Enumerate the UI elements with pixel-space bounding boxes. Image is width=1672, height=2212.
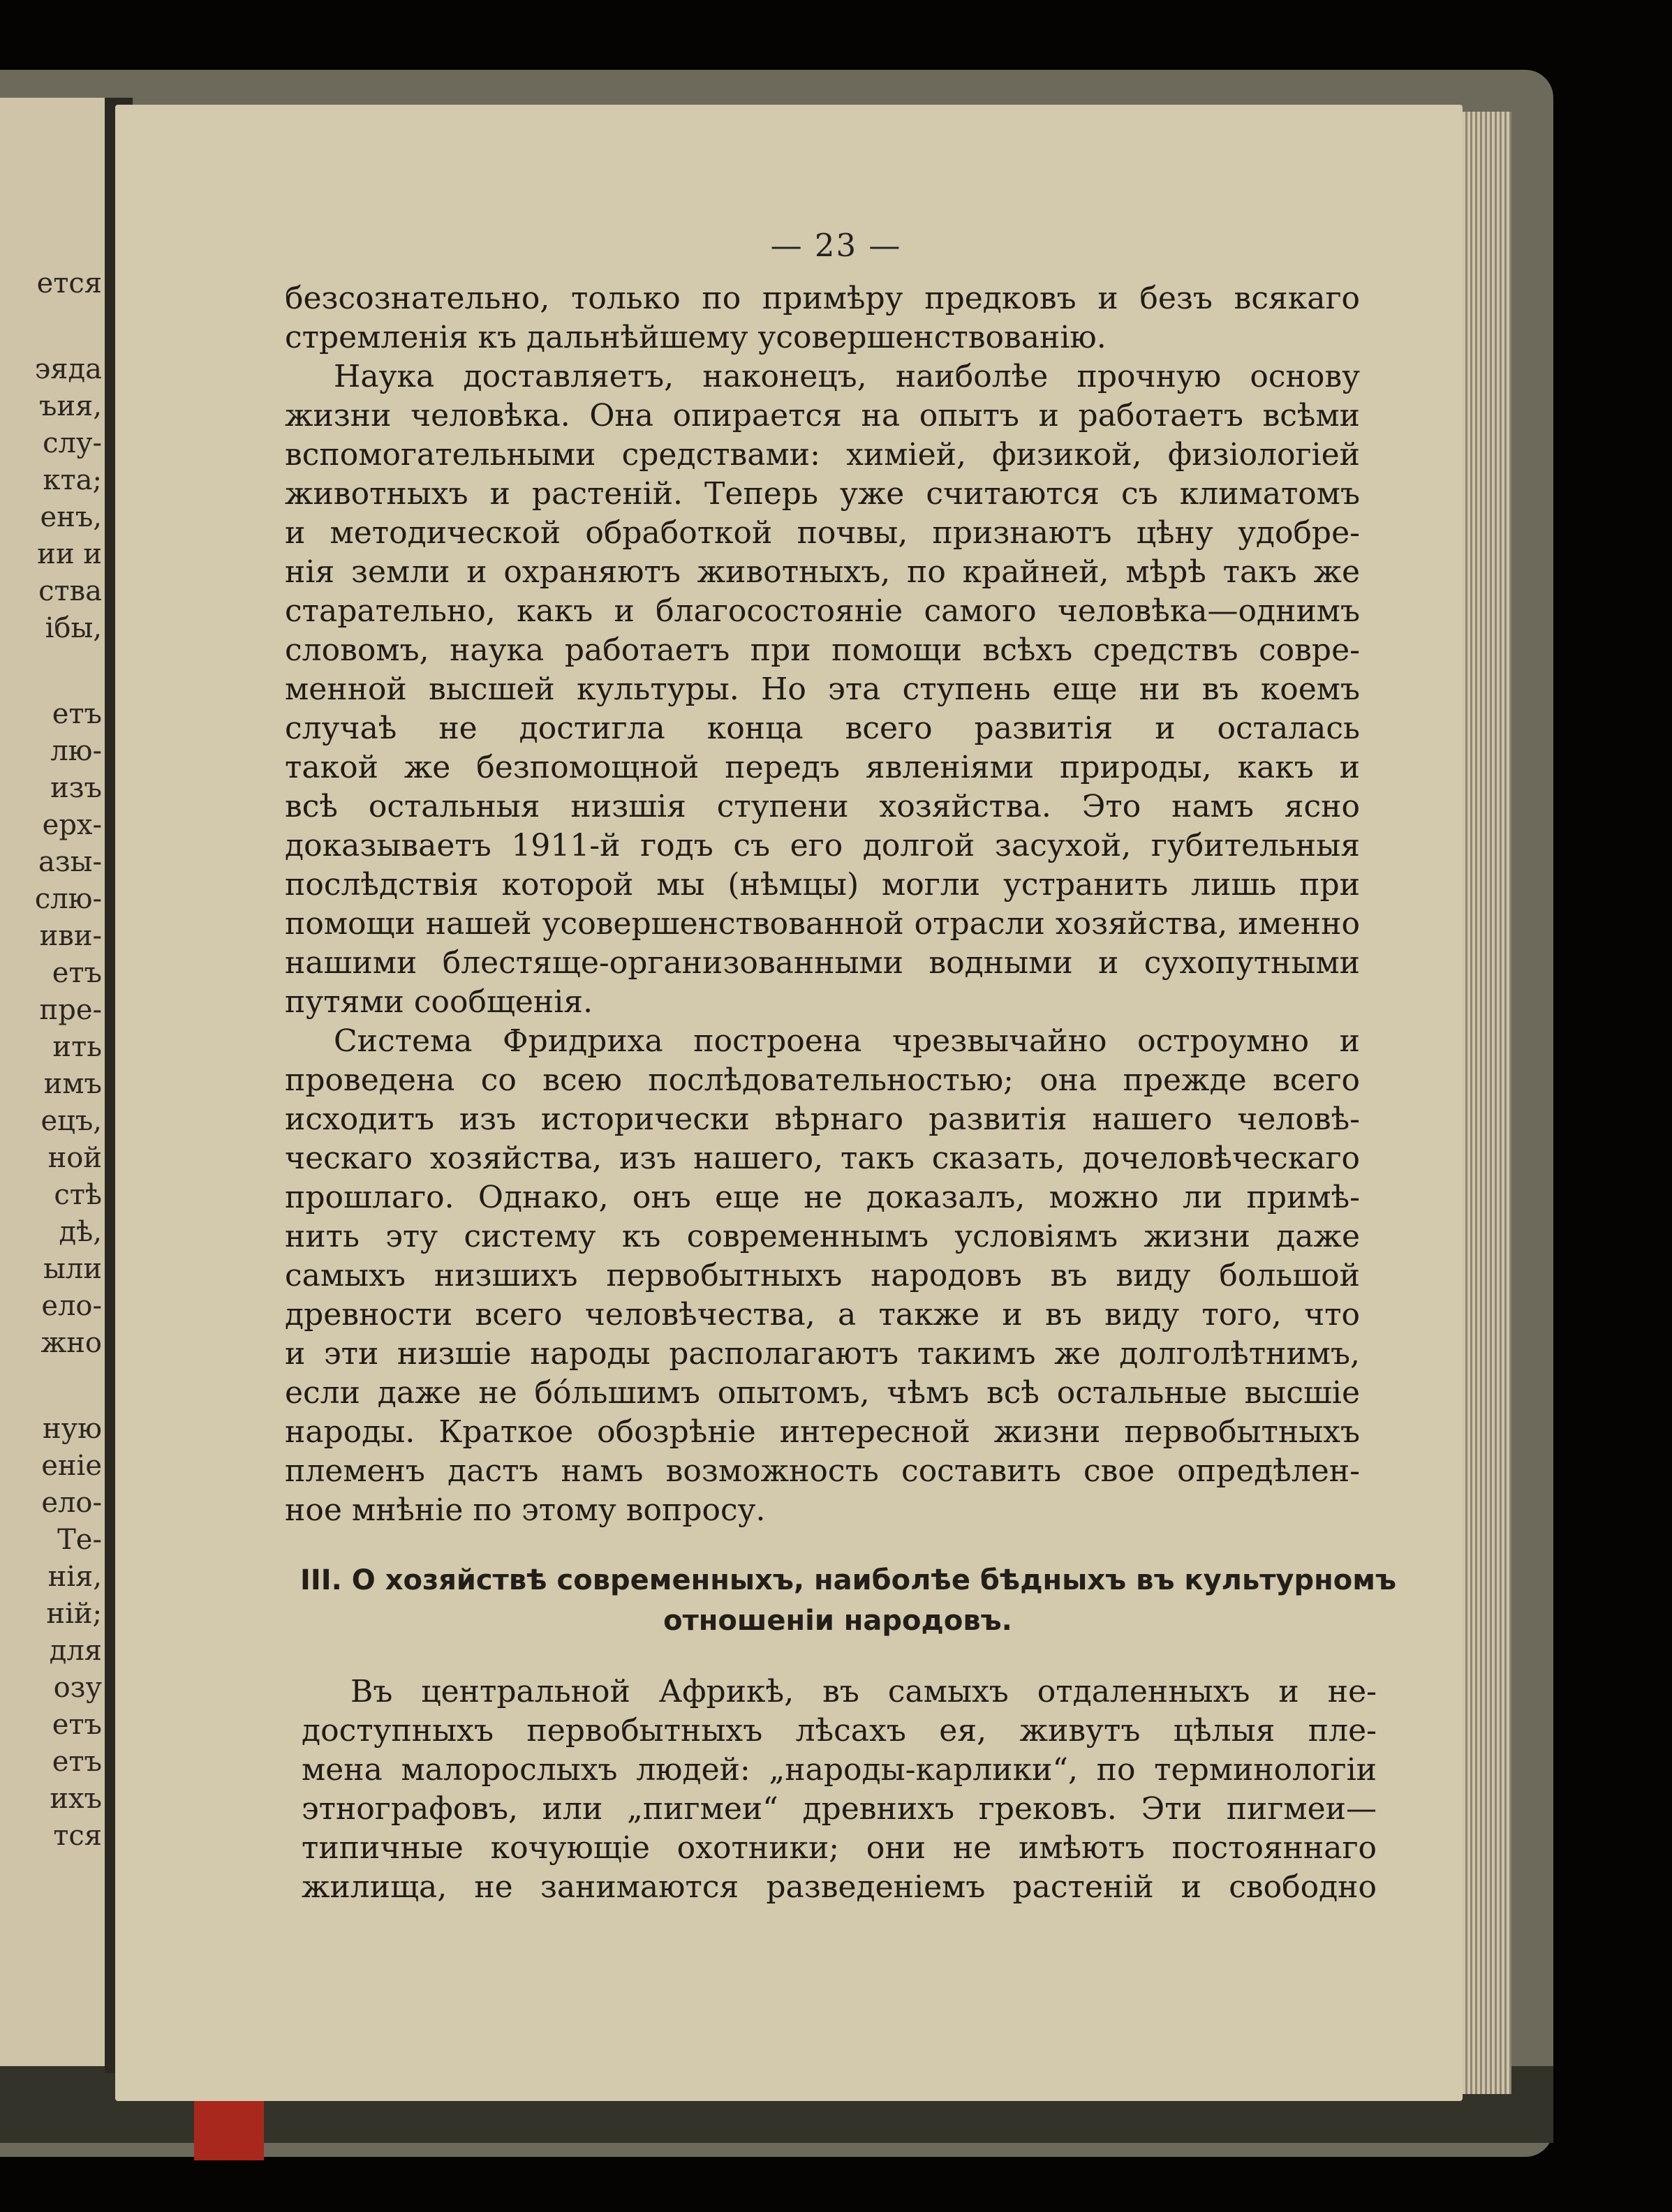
left-page-line: еніе xyxy=(41,1450,102,1482)
left-page-line: Те- xyxy=(57,1524,102,1556)
text-line: племенъ дастъ намъ возможность составить свое опредѣлен- xyxy=(285,1453,1360,1489)
text-line: путями сообщенія. xyxy=(285,984,593,1020)
left-page-line: ной xyxy=(47,1142,102,1174)
text-line: доказываетъ 1911-й годъ съ его долгой засухой, губительныя xyxy=(285,828,1360,863)
page-number: — 23 — xyxy=(770,227,902,264)
left-page-line: ется xyxy=(36,267,102,299)
text-line: всѣ остальныя низшія ступени хозяйства. Это намъ ясно xyxy=(285,789,1360,824)
left-page-line: нія, xyxy=(47,1561,102,1593)
paragraph-1 xyxy=(285,279,1360,357)
section-text xyxy=(302,1672,1377,1907)
left-page-line: етъ xyxy=(52,1709,102,1741)
text-line: жизни человѣка. Она опирается на опытъ и работаетъ всѣми xyxy=(285,398,1360,433)
left-page-line: етъ xyxy=(52,1746,102,1778)
paragraph-2 xyxy=(285,357,1360,1022)
text-line: самыхъ низшихъ первобытныхъ народовъ въ виду большой xyxy=(285,1258,1360,1293)
left-page-line: кта; xyxy=(43,464,102,496)
left-page-line: пре- xyxy=(39,994,102,1026)
text-line: помощи нашей усовершенствованной отрасли хозяйства, именно xyxy=(285,906,1360,942)
left-page-line: ную xyxy=(42,1413,102,1445)
page-edges xyxy=(1463,112,1511,2094)
heading-line-1: III. О хозяйствѣ современныхъ, наиболѣе бѣдныхъ въ культурномъ xyxy=(300,1564,1396,1596)
text-line: этнографовъ, или „пигмеи“ древнихъ грековъ. Эти пигмеи— xyxy=(302,1791,1377,1827)
left-page-line: иви- xyxy=(39,920,102,952)
text-line: менной высшей культуры. Но эта ступень еще ни въ коемъ xyxy=(285,671,1360,707)
text-line: такой же безпомощной передъ явленіями природы, какъ и xyxy=(285,750,1360,785)
left-page-line: азы- xyxy=(38,846,102,878)
text-line: народы. Краткое обозрѣніе интересной жизни первобытныхъ xyxy=(285,1414,1360,1450)
text-line: Въ центральной Африкѣ, въ самыхъ отдаленныхъ и не- xyxy=(350,1674,1377,1709)
text-line: если даже не бо́льшимъ опытомъ, чѣмъ всѣ остальные высшіе xyxy=(285,1375,1360,1411)
text-line: и методической обработкой почвы, признаютъ цѣну удобре- xyxy=(285,515,1360,551)
paragraph-4 xyxy=(302,1672,1377,1907)
text-line: типичные кочующіе охотники; они не имѣютъ постояннаго xyxy=(302,1830,1377,1866)
left-page-line: жно xyxy=(40,1327,102,1359)
paragraph-3 xyxy=(285,1022,1360,1530)
left-page-line: ело- xyxy=(41,1290,102,1322)
left-page-line: озу xyxy=(53,1672,102,1704)
text-line: нія земли и охраняютъ животныхъ, по крайней, мѣрѣ такъ же xyxy=(285,554,1360,590)
text-line: случаѣ не достигла конца всего развитія и осталась xyxy=(285,711,1360,746)
left-page-line: тся xyxy=(53,1820,102,1852)
text-line: ческаго хозяйства, изъ нашего, такъ сказать, дочеловѣческаго xyxy=(285,1141,1360,1176)
left-page-line: ъия, xyxy=(38,390,102,422)
text-line: Система Фридриха построена чрезвычайно остроумно и xyxy=(334,1023,1360,1059)
left-page-line: лю- xyxy=(50,735,102,767)
left-page-line: изъ xyxy=(50,772,102,804)
section-heading xyxy=(300,1560,1396,1641)
text-line: мена малорослыхъ людей: „народы-карлики“, по терминологіи xyxy=(302,1752,1377,1788)
text-line: послѣдствія которой мы (нѣмцы) могли устранить лишь при xyxy=(285,867,1360,903)
left-page-line: ить xyxy=(52,1031,102,1063)
text-line: древности всего человѣчества, а также и въ виду того, что xyxy=(285,1297,1360,1333)
left-page-line: ело- xyxy=(41,1487,102,1519)
text-line: Наука доставляетъ, наконецъ, наиболѣе прочную основу xyxy=(334,359,1360,394)
red-page-edge xyxy=(194,2098,264,2160)
left-page-line: эяда xyxy=(34,353,102,385)
text-line: нашими блестяще-организованными водными и сухопутными xyxy=(285,945,1360,981)
text-line: прошлаго. Однако, онъ еще не доказалъ, можно ли примѣ- xyxy=(285,1180,1360,1215)
text-line: животныхъ и растеній. Теперь уже считаются съ климатомъ xyxy=(285,476,1360,512)
left-page-line: етъ xyxy=(52,698,102,730)
left-page-line: для xyxy=(49,1635,102,1667)
left-page-line: стѣ xyxy=(54,1179,102,1211)
text-line: стремленія къ дальнѣйшему усовершенствованію. xyxy=(285,320,1107,355)
left-page-line: ібы, xyxy=(45,612,102,644)
left-page-line: етъ xyxy=(52,957,102,989)
text-line: доступныхъ первобытныхъ лѣсахъ ея, живутъ цѣлыя пле- xyxy=(302,1713,1377,1749)
left-page-line: слю- xyxy=(34,883,102,915)
left-page-line: ства xyxy=(38,575,102,607)
text-line: исходитъ изъ исторически вѣрнаго развитія нашего человѣ- xyxy=(285,1101,1360,1137)
left-page-line: ній; xyxy=(46,1598,102,1630)
left-page-line: ецъ, xyxy=(40,1105,102,1137)
left-page-line: имъ xyxy=(43,1068,102,1100)
left-page-line: ии и xyxy=(37,538,102,570)
text-line: проведена со всею послѣдовательностью; она прежде всего xyxy=(285,1062,1360,1098)
left-page-line: ыли xyxy=(43,1253,102,1285)
left-page-line: енъ, xyxy=(40,501,102,533)
text-line: словомъ, наука работаетъ при помощи всѣхъ средствъ совре- xyxy=(285,632,1360,668)
left-page-line: слу- xyxy=(43,427,102,459)
left-page-line: дѣ, xyxy=(59,1216,102,1248)
text-line: вспомогательными средствами: химіей, физикой, физіологіей xyxy=(285,437,1360,473)
main-text xyxy=(285,279,1360,1530)
left-page xyxy=(0,98,105,2066)
left-page-text xyxy=(0,98,105,2066)
heading-line-2: отношеніи народовъ. xyxy=(663,1605,1012,1637)
left-page-line: ерх- xyxy=(42,809,102,841)
text-line: жилища, не занимаются разведеніемъ растеній и свободно xyxy=(302,1869,1377,1905)
text-line: ное мнѣніе по этому вопросу. xyxy=(285,1492,766,1528)
left-page-line: ихъ xyxy=(50,1783,102,1815)
text-line: старательно, какъ и благосостояніе самого человѣка—однимъ xyxy=(285,593,1360,629)
text-line: безсознательно, только по примѣру предковъ и безъ всякаго xyxy=(285,281,1360,316)
text-line: и эти низшіе народы располагаютъ такимъ же долголѣтнимъ, xyxy=(285,1336,1360,1372)
text-line: нить эту систему къ современнымъ условіямъ жизни даже xyxy=(285,1219,1360,1254)
